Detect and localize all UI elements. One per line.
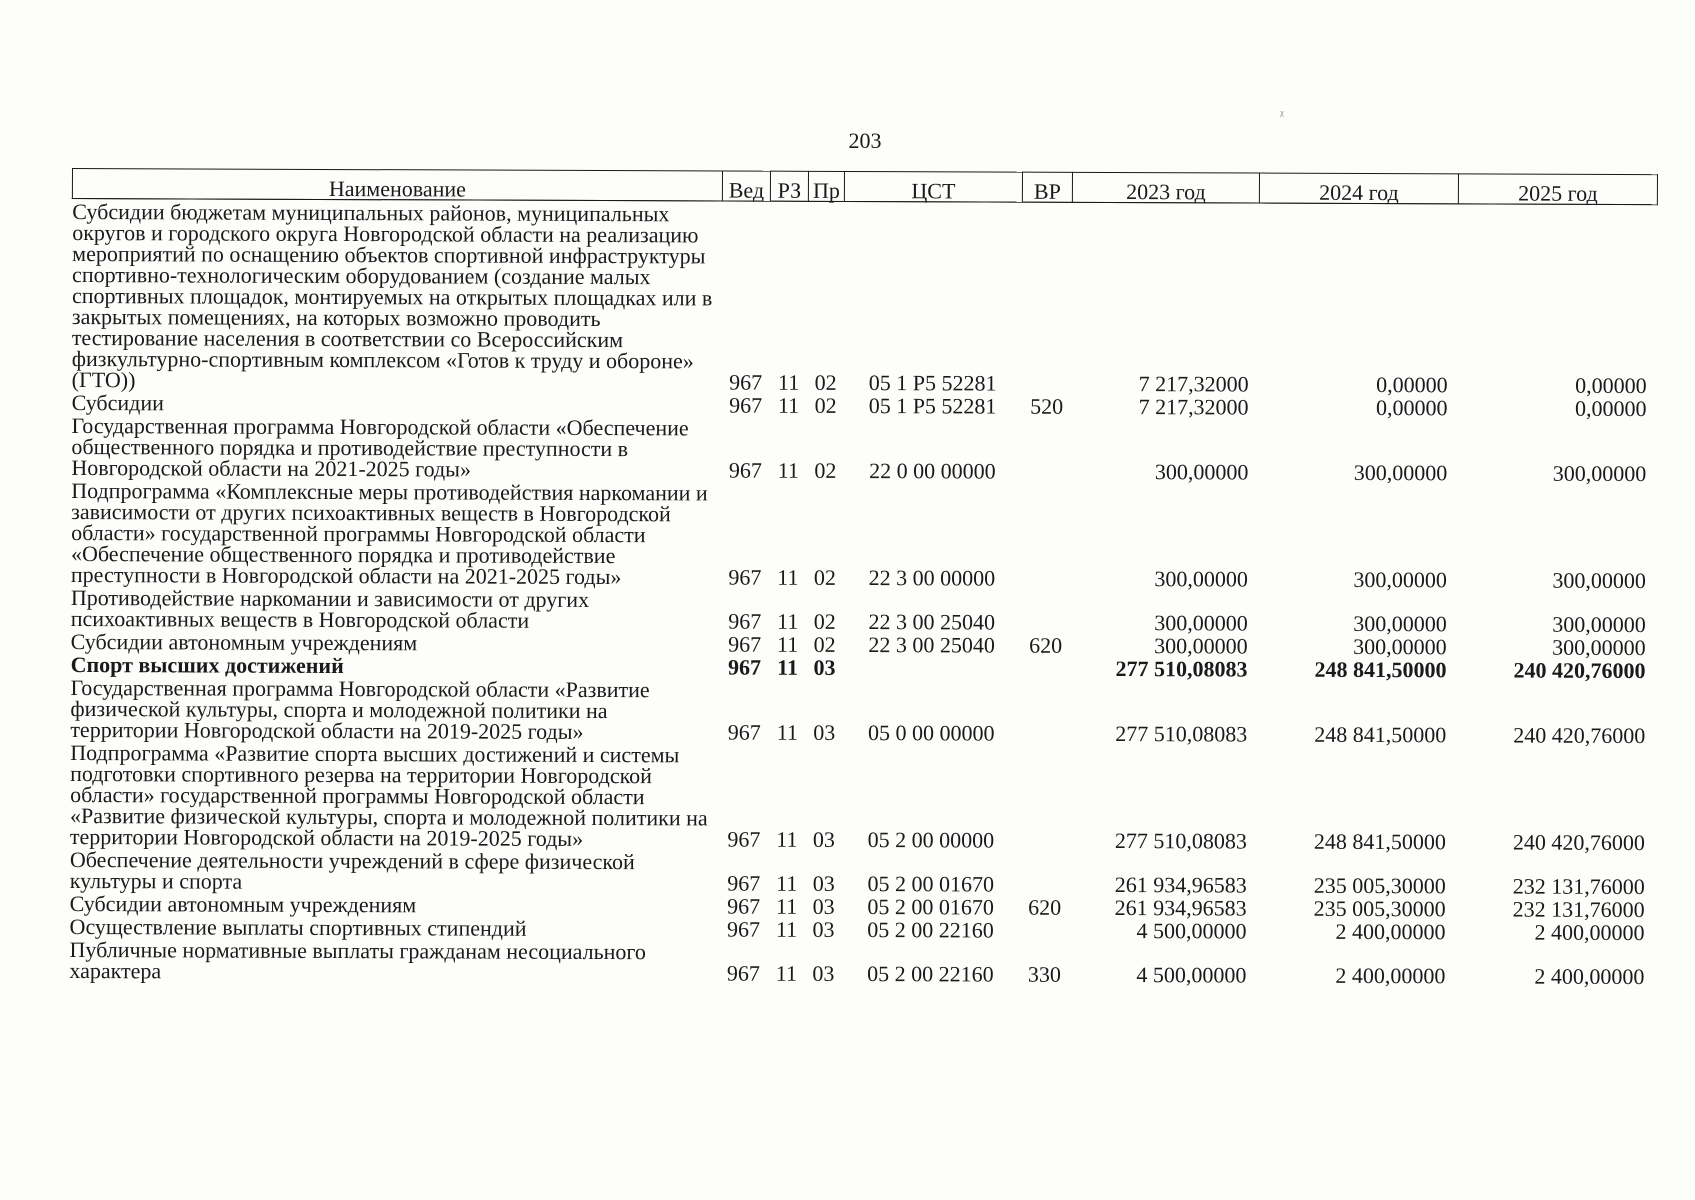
- table-row: [70, 740, 1655, 853]
- row-pr: 03: [813, 719, 836, 745]
- row-amount-2023: 261 934,96583: [1114, 895, 1247, 921]
- row-vr: 330: [1027, 961, 1061, 987]
- row-cst: [843, 655, 1021, 679]
- row-vr: [1022, 202, 1073, 394]
- header-2025: 2025 год: [1458, 174, 1657, 205]
- row-vr: [1021, 417, 1071, 482]
- row-amount-2023: 300,00000: [1154, 566, 1248, 592]
- row-ved: 967: [728, 654, 762, 680]
- row-amount-2025: 232 131,76000: [1512, 873, 1645, 900]
- row-rz: 11: [776, 826, 798, 852]
- row-amount-2025: 2 400,00000: [1534, 963, 1645, 990]
- row-vr: [1021, 589, 1071, 633]
- row-amount-2023: 7 217,32000: [1138, 394, 1249, 420]
- row-cst: 05 2 00 01670: [867, 871, 995, 897]
- row-amount-2025: 300,00000: [1552, 611, 1646, 638]
- row-amount-2025: 0,00000: [1575, 372, 1647, 399]
- header-cst: ЦСТ: [844, 171, 1022, 202]
- row-vr: [1021, 482, 1071, 589]
- row-amount-2025: 2 400,00000: [1534, 919, 1645, 946]
- row-ved: 967: [727, 870, 761, 896]
- row-rz: 11: [776, 719, 798, 745]
- row-rz: 11: [777, 457, 799, 483]
- row-cst: 05 0 00 00000: [868, 720, 995, 746]
- row-amount-2024: 300,00000: [1353, 610, 1447, 637]
- row-name: Субсидии бюджетам муниципальных районов, муниципальных округов и городского округа Новгородской области на реализацию мероприятий по оснащению объектов спортивной инфраструктуры спортивно-технологическим оборудованием (создание малых спортивных площадок, монтируемых на открытых площадках или в закрытых помещениях, на которых возможно проводить тестирование населения в соответствии со Всероссийским физкультурно-спортивным комплексом «Готов к труду и обороне» (ГТО)): [71, 199, 713, 393]
- row-amount-2024: 300,00000: [1353, 459, 1448, 486]
- row-vr: 520: [1030, 393, 1064, 419]
- row-rz: 11: [776, 893, 798, 919]
- row-cst: 05 2 00 22160: [867, 917, 994, 943]
- pencil-mark: ᵡ: [1280, 108, 1284, 123]
- table-body: [69, 199, 1657, 988]
- row-amount-2023: 300,00000: [1154, 610, 1248, 636]
- table-row: [72, 199, 1658, 397]
- row-name: Обеспечение деятельности учреждений в сфере физической культуры и спорта: [69, 846, 635, 894]
- budget-table-sheet: [69, 168, 1657, 990]
- row-pr: 03: [812, 916, 835, 942]
- row-rz: 11: [778, 369, 800, 395]
- header-ved: Вед: [722, 171, 770, 201]
- row-amount-2024: 248 841,50000: [1314, 656, 1447, 683]
- header-name: Наименование: [72, 169, 722, 201]
- row-ved: 967: [729, 392, 763, 418]
- row-amount-2023: 300,00000: [1154, 633, 1248, 659]
- row-rz: 11: [775, 916, 798, 942]
- row-ved: 967: [728, 564, 762, 590]
- header-2024: 2024 год: [1259, 173, 1458, 204]
- row-rz: 11: [777, 564, 799, 590]
- row-cst: 05 1 P5 52281: [868, 393, 997, 419]
- row-amount-2024: 248 841,50000: [1313, 828, 1446, 855]
- row-amount-2024: 2 400,00000: [1335, 918, 1446, 945]
- row-name: Государственная программа Новгородской области «Развитие физической культуры, спорта и молодежной политики на территории Новгородской области на 2019-2025 годы»: [70, 674, 650, 744]
- row-cst: 22 3 00 00000: [868, 565, 996, 591]
- row-amount-2024: 0,00000: [1376, 372, 1448, 398]
- row-amount-2024: 300,00000: [1353, 633, 1447, 660]
- row-pr: 03: [812, 893, 835, 919]
- row-amount-2023: 4 500,00000: [1136, 962, 1247, 988]
- row-ved: 967: [727, 826, 761, 852]
- row-rz: 11: [775, 960, 798, 986]
- row-vr: [1020, 679, 1070, 744]
- row-name: Субсидии автономным учреждениям: [70, 628, 418, 656]
- row-amount-2025: 300,00000: [1552, 567, 1646, 594]
- row-amount-2025: 240 420,76000: [1513, 657, 1646, 684]
- row-rz: 11: [777, 631, 799, 657]
- row-amount-2025: 240 420,76000: [1513, 722, 1646, 749]
- row-rz: 11: [777, 608, 799, 634]
- row-pr: 02: [814, 457, 837, 483]
- row-amount-2023: 261 934,96583: [1114, 872, 1247, 898]
- row-name: Подпрограмма «Комплексные меры противодействия наркомании и зависимости от других психоактивных веществ в Новгородской области» государственной программы Новгородской области «Обеспечение общественного порядка и противодействие преступности в Новгородской области на 2021-2025 годы»: [70, 477, 708, 590]
- row-amount-2024: 235 005,30000: [1313, 872, 1446, 899]
- row-pr: 03: [813, 654, 836, 680]
- row-rz: 11: [776, 870, 798, 896]
- row-amount-2024: 300,00000: [1353, 566, 1447, 593]
- row-amount-2023: 4 500,00000: [1136, 918, 1247, 944]
- row-amount-2023: 300,00000: [1154, 459, 1249, 485]
- row-cst: 22 0 00 00000: [869, 458, 996, 484]
- row-ved: 967: [726, 960, 760, 986]
- row-ved: 967: [728, 631, 762, 657]
- row-ved: 967: [727, 893, 761, 919]
- header-rz: РЗ: [770, 171, 808, 201]
- row-vr: [1020, 918, 1070, 941]
- row-amount-2023: 277 510,08083: [1115, 721, 1248, 747]
- row-ved: 967: [728, 457, 762, 483]
- row-pr: 03: [812, 960, 835, 986]
- row-name: Спорт высших достижений: [70, 651, 344, 679]
- row-name: Государственная программа Новгородской области «Обеспечение общественного порядка и противодействие преступности в Новгородской области на 2021-2025 годы»: [71, 413, 689, 482]
- row-rz: 11: [777, 654, 799, 680]
- row-cst: 22 3 00 25040: [868, 609, 996, 635]
- row-cst: 05 2 00 22160: [867, 961, 994, 987]
- table-row: [69, 937, 1654, 987]
- row-amount-2024: 0,00000: [1376, 395, 1448, 421]
- row-vr: [1021, 656, 1071, 679]
- row-rz: 11: [777, 392, 800, 418]
- row-amount-2024: 248 841,50000: [1314, 721, 1447, 748]
- row-pr: 02: [814, 392, 837, 418]
- row-ved: 967: [729, 369, 763, 395]
- row-ved: 967: [727, 719, 761, 745]
- row-vr: 620: [1029, 632, 1063, 658]
- row-name: Подпрограмма «Развитие спорта высших достижений и системы подготовки спортивного резерва на территории Новгородской области» государственной программы Новгородской области «Развитие физической культуры, спорта и молодежной политики на территории Новгородской области на 2019-2025 годы»: [69, 739, 708, 851]
- table-row: [71, 413, 1656, 484]
- row-cst: 05 2 00 01670: [867, 894, 994, 920]
- row-pr: 03: [812, 826, 835, 852]
- row-amount-2025: 232 131,76000: [1512, 896, 1645, 923]
- row-vr: 620: [1028, 894, 1062, 920]
- row-name: Осуществление выплаты спортивных стипендий: [69, 913, 527, 941]
- row-amount-2023: 277 510,08083: [1114, 828, 1247, 854]
- header-pr: Пр: [808, 171, 844, 201]
- row-pr: 03: [812, 870, 835, 896]
- header-2023: 2023 год: [1072, 172, 1259, 203]
- row-cst: 05 2 00 00000: [867, 827, 995, 853]
- row-amount-2024: 2 400,00000: [1335, 962, 1446, 989]
- row-vr: [1020, 851, 1070, 895]
- row-amount-2025: 300,00000: [1552, 460, 1647, 487]
- row-cst: 05 1 P5 52281: [868, 370, 997, 396]
- row-pr: 02: [813, 564, 836, 590]
- row-name: Противодействие наркомании и зависимости от других психоактивных веществ в Новгородской области: [70, 584, 590, 633]
- header-vr: ВР: [1022, 172, 1072, 202]
- table-row: [71, 478, 1656, 591]
- budget-table: [69, 168, 1658, 990]
- row-name: Субсидии: [71, 390, 164, 416]
- row-amount-2025: 0,00000: [1575, 395, 1647, 422]
- row-amount-2025: 300,00000: [1552, 634, 1646, 661]
- row-pr: 02: [814, 369, 837, 395]
- row-ved: 967: [727, 916, 761, 942]
- table-row: [70, 847, 1655, 897]
- row-name: Публичные нормативные выплаты гражданам несоциального характера: [69, 936, 646, 984]
- row-vr: [1020, 744, 1070, 851]
- row-amount-2023: 7 217,32000: [1138, 371, 1249, 397]
- page-number: 203: [848, 128, 882, 153]
- row-pr: 02: [813, 608, 836, 634]
- row-amount-2024: 235 005,30000: [1313, 895, 1446, 922]
- row-amount-2025: 240 420,76000: [1512, 829, 1645, 856]
- table-row: [70, 675, 1655, 746]
- row-amount-2023: 277 510,08083: [1115, 656, 1248, 682]
- row-pr: 02: [813, 631, 836, 657]
- row-cst: 22 3 00 25040: [868, 632, 995, 658]
- row-name: Субсидии автономным учреждениям: [69, 890, 417, 918]
- table-row: [71, 585, 1656, 635]
- row-ved: 967: [728, 608, 762, 634]
